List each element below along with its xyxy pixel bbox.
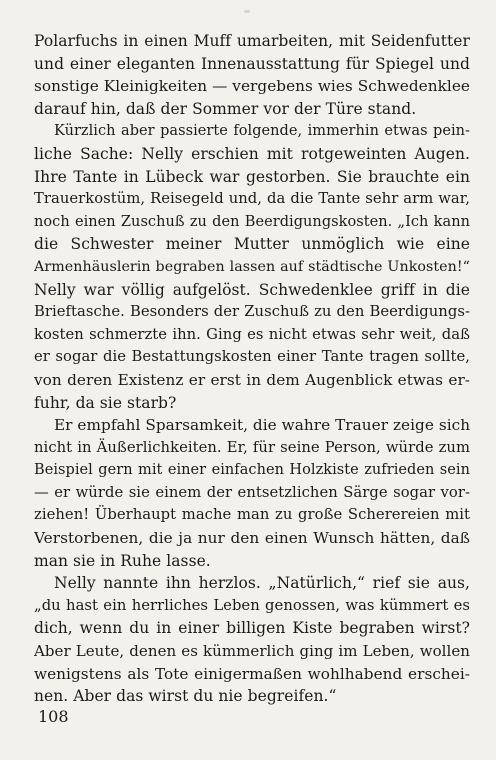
text-line: Brieftasche. Besonders der Zuschuß zu den Beerdigungs- (34, 303, 470, 321)
paragraph-3 (34, 414, 470, 572)
text-line: die Schwester meiner Mutter unmöglich wie eine (34, 235, 470, 254)
paragraph-4 (34, 572, 470, 708)
text-line: „du hast ein herrliches Leben genossen, was kümmert es (34, 596, 470, 614)
text-line: fuhr, da sie starb? (34, 393, 177, 412)
text-line: nicht in Äußerlichkeiten. Er, für seine Person, würde zum (34, 438, 470, 456)
text-line: Kürzlich aber passierte folgende, immerhin etwas pein- (54, 123, 470, 140)
text-line: wenigstens als Tote einigermaßen wohlhabend erschei- (34, 664, 470, 683)
text-line: Nelly war völlig aufgelöst. Schwedenklee griff in die (34, 280, 470, 299)
text-line: Verstorbenen, die ja nur den einen Wunsch hätten, daß (34, 529, 470, 548)
text-line: — er würde sie einem der entsetzlichen Särge sogar vor- (34, 483, 470, 501)
text-line: noch einen Zuschuß zu den Beerdigungskosten. „Ich kann (34, 213, 470, 230)
text-line: nen. Aber das wirst du nie begreifen.“ (34, 687, 337, 706)
text-line: man sie in Ruhe lasse. (34, 551, 211, 570)
page-number: 108 (38, 707, 69, 726)
text-line: Nelly nannte ihn herzlos. „Natürlich,“ rief sie aus, (54, 574, 470, 593)
text-line: Beispiel gern mit einer einfachen Holzkiste zufrieden sein (34, 462, 470, 479)
text-line: Ihre Tante in Lübeck war gestorben. Sie brauchte ein (34, 167, 470, 186)
text-line: darauf hin, daß der Sommer vor der Türe stand. (34, 99, 417, 118)
paragraph-2 (34, 120, 470, 414)
text-line: Armenhäuslerin begraben lassen auf städtische Unkosten!“ (34, 258, 470, 275)
text-line: ziehen! Überhaupt mache man zu große Scherereien mit (34, 506, 470, 524)
text-line: sonstige Kleinigkeiten — vergebens wies Schwedenklee (34, 77, 470, 96)
text-line: dich, wenn du in einer billigen Kiste begraben wirst? (34, 619, 470, 638)
text-line: liche Sache: Nelly erschien mit rotgeweinten Augen. (34, 144, 470, 163)
book-page-text (34, 30, 470, 730)
text-line: Er empfahl Sparsamkeit, die wahre Trauer zeige sich (54, 416, 470, 435)
printing-speck (244, 10, 250, 13)
text-line: Aber Leute, denen es kümmerlich ging im Leben, wollen (34, 642, 470, 661)
text-line: Trauerkostüm, Reisegeld und, da die Tante sehr arm war, (34, 190, 470, 208)
text-line: und einer eleganten Innenausstattung für Spiegel und (34, 54, 470, 73)
text-line: kosten schmerzte ihn. Ging es nicht etwas sehr weit, daß (34, 325, 470, 343)
text-line: er sogar die Bestattungskosten einer Tante tragen sollte, (34, 348, 470, 366)
text-line: Polarfuchs in einen Muff umarbeiten, mit Seidenfutter (34, 32, 470, 50)
text-line: von deren Existenz er erst in dem Augenblick etwas er- (34, 370, 470, 389)
paragraph-1 (34, 30, 470, 120)
